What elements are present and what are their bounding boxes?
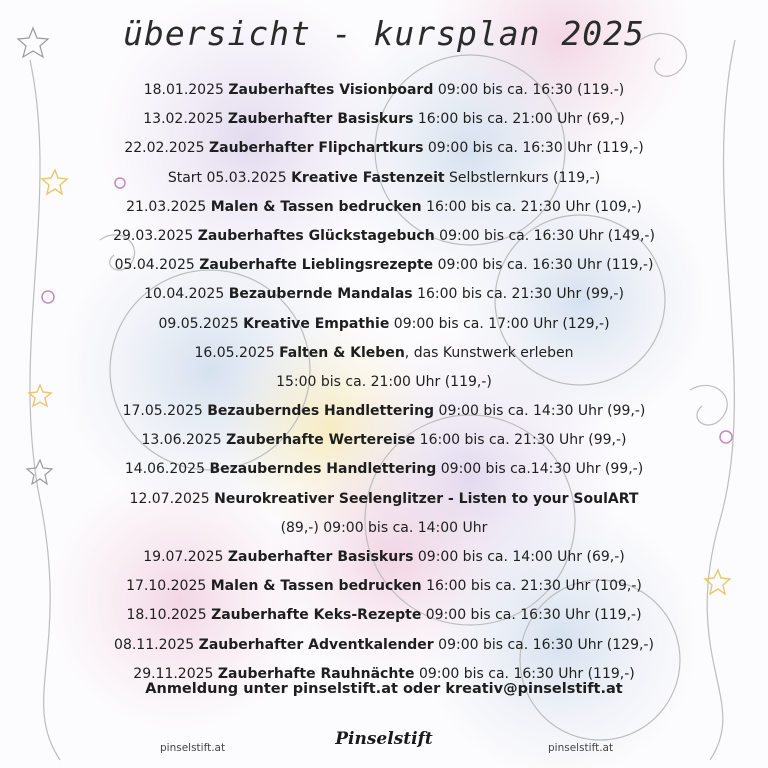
course-date: 12.07.2025 bbox=[129, 490, 210, 507]
course-row bbox=[0, 601, 768, 630]
course-date: 05.04.2025 bbox=[114, 257, 195, 274]
course-details: 09:00 bis ca.14:30 Uhr (99,-) bbox=[440, 461, 644, 478]
course-name: Falten & Kleben bbox=[279, 344, 405, 361]
course-name: Kreative Fastenzeit bbox=[291, 169, 445, 186]
course-row bbox=[0, 105, 768, 134]
course-row bbox=[0, 455, 768, 484]
course-row bbox=[0, 134, 768, 163]
course-row bbox=[0, 310, 768, 339]
course-row bbox=[0, 251, 768, 280]
course-details: 16:00 bis ca. 21:30 Uhr (109,-) bbox=[426, 578, 642, 595]
course-date: 10.04.2025 bbox=[144, 286, 225, 303]
course-date: 17.05.2025 bbox=[122, 403, 203, 420]
course-details: 09:00 bis ca. 14:30 Uhr (99,-) bbox=[438, 403, 646, 420]
course-name: Zauberhafter Basiskurs bbox=[227, 549, 414, 565]
course-details: (89,-) 09:00 bis ca. 14:00 Uhr bbox=[280, 519, 488, 536]
course-name: Zauberhafte Wertereise bbox=[226, 432, 416, 449]
course-row bbox=[0, 485, 768, 514]
course-name: Zauberhaftes Glückstagebuch bbox=[197, 227, 435, 244]
course-row bbox=[0, 280, 768, 309]
course-date: 17.10.2025 bbox=[126, 578, 207, 595]
course-date: 21.03.2025 bbox=[126, 198, 207, 215]
course-row bbox=[0, 222, 768, 251]
course-row bbox=[0, 76, 768, 105]
course-name: Kreative Empathie bbox=[243, 315, 390, 332]
course-name: Zauberhafte Keks-Rezepte bbox=[211, 607, 422, 624]
course-list bbox=[0, 76, 768, 689]
course-details: 09:00 bis ca. 17:00 Uhr (129,-) bbox=[393, 315, 610, 332]
course-name: Bezauberndes Handlettering bbox=[209, 461, 437, 478]
course-name: Malen & Tassen bedrucken bbox=[210, 198, 422, 215]
brand-logo: Pinselstift bbox=[335, 729, 433, 749]
footer-website-right: pinselstift.at bbox=[548, 742, 614, 754]
page-title: übersicht - kursplan 2025 bbox=[123, 14, 645, 53]
course-details: 09:00 bis ca. 16:30 Uhr (119,-) bbox=[427, 140, 644, 157]
course-date: Start 05.03.2025 bbox=[167, 169, 287, 186]
course-row bbox=[0, 164, 768, 193]
course-details: 09:00 bis ca. 14:00 Uhr (69,-) bbox=[417, 549, 625, 565]
course-details: 16:00 bis ca. 21:00 Uhr (69,-) bbox=[417, 111, 625, 128]
course-date: 19.07.2025 bbox=[143, 549, 224, 565]
course-name: Zauberhaftes Visionboard bbox=[228, 82, 434, 98]
course-row bbox=[0, 631, 768, 660]
course-details: 09:00 bis ca. 16:30 Uhr (119,-) bbox=[418, 665, 635, 682]
footer-website-left: pinselstift.at bbox=[160, 742, 226, 754]
course-name: Malen & Tassen bedrucken bbox=[210, 578, 422, 595]
course-details: 09:00 bis ca. 16:30 Uhr (119,-) bbox=[437, 257, 654, 274]
course-name: Zauberhafter Basiskurs bbox=[227, 111, 414, 128]
course-row bbox=[0, 193, 768, 222]
course-date: 29.03.2025 bbox=[113, 227, 194, 244]
course-date: 13.02.2025 bbox=[143, 111, 224, 128]
course-row bbox=[0, 397, 768, 426]
course-date: 29.11.2025 bbox=[133, 665, 214, 682]
course-details: 09:00 bis ca. 16:30 (119.-) bbox=[437, 82, 625, 98]
course-name: Neurokreativer Seelenglitzer - Listen to your SoulART bbox=[214, 490, 639, 507]
course-row bbox=[0, 514, 768, 543]
course-date: 16.05.2025 bbox=[194, 344, 275, 361]
course-row bbox=[0, 339, 768, 368]
course-row bbox=[0, 426, 768, 455]
course-date: 22.02.2025 bbox=[124, 140, 205, 157]
course-date: 18.10.2025 bbox=[126, 607, 207, 624]
course-details: 15:00 bis ca. 21:00 Uhr (119,-) bbox=[276, 373, 492, 390]
course-date: 18.01.2025 bbox=[143, 82, 224, 98]
course-date: 14.06.2025 bbox=[124, 461, 205, 478]
course-details: 16:00 bis ca. 21:30 Uhr (99,-) bbox=[419, 432, 627, 449]
course-row bbox=[0, 572, 768, 601]
course-name: Zauberhafte Rauhnächte bbox=[217, 665, 415, 682]
course-date: 13.06.2025 bbox=[141, 432, 222, 449]
course-details: , das Kunstwerk erleben bbox=[404, 344, 574, 361]
registration-info: Anmeldung unter pinselstift.at oder kreativ@pinselstift.at bbox=[145, 681, 623, 697]
course-details: Selbstlernkurs (119,-) bbox=[449, 169, 601, 186]
course-details: 16:00 bis ca. 21:30 Uhr (99,-) bbox=[417, 286, 624, 303]
course-date: 09.05.2025 bbox=[158, 315, 239, 332]
course-name: Bezauberndes Handlettering bbox=[207, 403, 435, 420]
course-name: Zauberhafter Adventkalender bbox=[198, 636, 434, 653]
course-row bbox=[0, 543, 768, 572]
course-details: 09:00 bis ca. 16:30 Uhr (129,-) bbox=[438, 636, 654, 653]
course-details: 16:00 bis ca. 21:30 Uhr (109,-) bbox=[426, 198, 642, 215]
course-name: Bezaubernde Mandalas bbox=[228, 286, 413, 303]
course-details: 09:00 bis ca. 16:30 Uhr (119,-) bbox=[425, 607, 642, 624]
course-name: Zauberhafter Flipchartkurs bbox=[208, 140, 424, 157]
course-date: 08.11.2025 bbox=[114, 636, 195, 653]
course-name: Zauberhafte Lieblingsrezepte bbox=[199, 257, 434, 274]
course-row bbox=[0, 368, 768, 397]
course-details: 09:00 bis ca. 16:30 Uhr (149,-) bbox=[439, 227, 655, 244]
